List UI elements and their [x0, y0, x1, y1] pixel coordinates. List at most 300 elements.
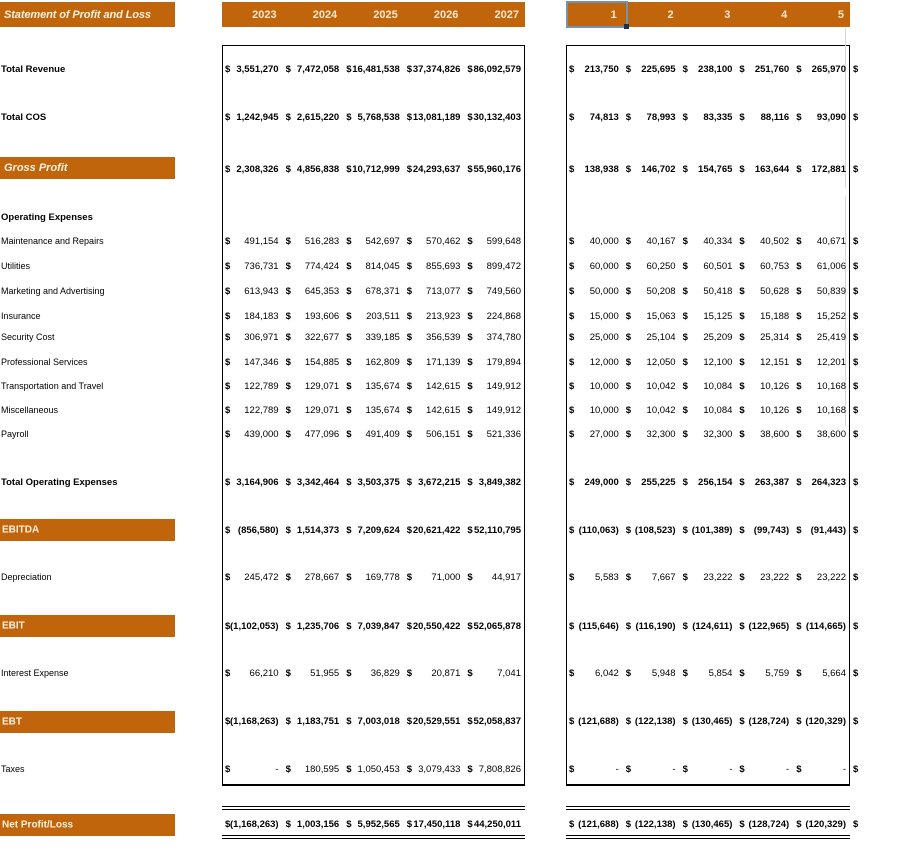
table-cell[interactable] — [404, 405, 465, 417]
cell-value: - — [729, 764, 733, 775]
table-cell-clipped[interactable] — [850, 764, 907, 776]
table-cell[interactable] — [343, 668, 404, 680]
table-cell[interactable] — [566, 668, 623, 680]
table-cell[interactable] — [283, 236, 344, 248]
table-cell[interactable] — [404, 261, 465, 273]
table-cell[interactable] — [793, 64, 850, 76]
cell-value: 20,621,422 — [412, 525, 461, 536]
table-cell[interactable] — [464, 621, 525, 633]
table-cell[interactable] — [623, 236, 680, 248]
currency-symbol: $ — [285, 621, 291, 632]
cell-value: 50,000 — [589, 286, 619, 297]
table-cell[interactable] — [793, 572, 850, 584]
table-cell[interactable] — [222, 668, 283, 680]
table-cell[interactable] — [283, 525, 344, 537]
table-cell[interactable] — [404, 164, 465, 176]
table-cell[interactable] — [222, 764, 283, 776]
table-cell[interactable] — [404, 357, 465, 369]
currency-symbol: $ — [467, 572, 473, 583]
table-cell[interactable] — [736, 164, 793, 176]
table-cell[interactable] — [793, 164, 850, 176]
table-cell[interactable] — [404, 764, 465, 776]
table-cell[interactable] — [623, 572, 680, 584]
currency-symbol: $ — [853, 112, 859, 123]
table-cell[interactable] — [283, 572, 344, 584]
table-cell[interactable] — [623, 429, 680, 441]
table-cell[interactable] — [623, 525, 680, 537]
cell-value: (120,329) — [805, 819, 846, 830]
table-cell[interactable] — [343, 311, 404, 323]
table-cell[interactable] — [680, 764, 737, 776]
table-cell[interactable] — [464, 236, 525, 248]
table-cell[interactable] — [623, 764, 680, 776]
table-cell[interactable] — [404, 621, 465, 633]
table-cell[interactable] — [404, 332, 465, 344]
currency-symbol: $ — [346, 572, 352, 583]
table-cell[interactable] — [404, 477, 465, 489]
cell-value: (116,190) — [635, 621, 676, 632]
cell-value: 599,648 — [486, 236, 521, 247]
row-label-payroll: Payroll — [1, 429, 29, 439]
table-cell[interactable] — [736, 311, 793, 323]
table-cell[interactable] — [222, 477, 283, 489]
table-cell[interactable] — [343, 357, 404, 369]
cell-value: 169,778 — [365, 572, 400, 583]
cell-value: - — [842, 764, 846, 775]
table-cell[interactable] — [464, 668, 525, 680]
currency-symbol: $ — [569, 311, 575, 322]
table-cell[interactable] — [464, 716, 525, 728]
table-cell[interactable] — [404, 525, 465, 537]
cell-value: 521,336 — [486, 429, 521, 440]
table-cell-clipped[interactable] — [850, 429, 907, 441]
table-cell[interactable] — [343, 477, 404, 489]
table-cell[interactable] — [680, 716, 737, 728]
table-cell[interactable] — [222, 311, 283, 323]
table-cell[interactable] — [222, 381, 283, 393]
currency-symbol: $ — [346, 164, 352, 175]
currency-symbol: $ — [739, 357, 745, 368]
table-cell-clipped[interactable] — [850, 64, 907, 76]
table-cell[interactable] — [680, 236, 737, 248]
table-cell[interactable] — [283, 332, 344, 344]
cell-value: 40,000 — [589, 236, 619, 247]
table-cell[interactable] — [793, 477, 850, 489]
table-cell[interactable] — [793, 525, 850, 537]
table-cell[interactable] — [736, 668, 793, 680]
row-label-total-operating-expenses: Total Operating Expenses — [1, 477, 118, 488]
cell-value: 50,418 — [703, 286, 733, 297]
table-cell[interactable] — [222, 286, 283, 298]
currency-symbol: $ — [682, 572, 688, 583]
table-cell[interactable] — [464, 112, 525, 124]
table-cell[interactable] — [566, 164, 623, 176]
table-cell[interactable] — [623, 286, 680, 298]
table-cell[interactable] — [222, 332, 283, 344]
table-cell[interactable] — [736, 764, 793, 776]
cell-value: 814,045 — [365, 261, 400, 272]
table-cell[interactable] — [623, 64, 680, 76]
table-cell[interactable] — [283, 164, 344, 176]
cell-value: 50,208 — [646, 286, 676, 297]
monthly-column-header-1[interactable]: 1 — [610, 8, 617, 21]
table-cell[interactable] — [283, 429, 344, 441]
table-cell[interactable] — [343, 572, 404, 584]
table-cell[interactable] — [566, 716, 623, 728]
cell-value: 5,768,538 — [357, 112, 400, 123]
cell-value: 899,472 — [486, 261, 521, 272]
table-cell[interactable] — [680, 286, 737, 298]
table-cell[interactable] — [736, 112, 793, 124]
cell-value: 3,342,464 — [296, 477, 340, 488]
table-cell[interactable] — [566, 236, 623, 248]
monthly-column-header-4[interactable]: 4 — [781, 8, 788, 21]
cell-value: 278,667 — [304, 572, 340, 583]
table-cell[interactable] — [566, 112, 623, 124]
table-cell[interactable] — [343, 236, 404, 248]
table-cell[interactable] — [680, 164, 737, 176]
table-cell[interactable] — [566, 572, 623, 584]
table-cell[interactable] — [283, 357, 344, 369]
table-cell[interactable] — [343, 525, 404, 537]
currency-symbol: $ — [406, 405, 413, 416]
cell-value: 1,003,156 — [296, 819, 340, 830]
table-cell[interactable] — [566, 311, 623, 323]
table-cell-clipped[interactable] — [850, 261, 907, 273]
table-cell[interactable] — [283, 477, 344, 489]
annual-column-header-2023[interactable]: 2023 — [252, 8, 277, 21]
table-cell[interactable] — [793, 764, 850, 776]
row-label-depreciation: Depreciation — [1, 572, 52, 582]
table-cell[interactable] — [623, 668, 680, 680]
table-cell-clipped[interactable] — [850, 572, 907, 584]
table-cell[interactable] — [343, 716, 404, 728]
table-cell[interactable] — [283, 286, 344, 298]
table-cell[interactable] — [680, 668, 737, 680]
table-cell[interactable] — [222, 716, 283, 728]
table-cell[interactable] — [343, 381, 404, 393]
table-cell-clipped[interactable] — [850, 405, 907, 417]
table-cell[interactable] — [464, 381, 525, 393]
table-cell[interactable] — [623, 716, 680, 728]
table-cell[interactable] — [566, 525, 623, 537]
table-cell[interactable] — [464, 357, 525, 369]
table-cell[interactable] — [793, 621, 850, 633]
cell-value: 477,096 — [304, 429, 340, 440]
table-cell[interactable] — [343, 764, 404, 776]
table-cell[interactable] — [793, 236, 850, 248]
annual-column-header-2026[interactable]: 2026 — [433, 8, 459, 21]
table-cell[interactable] — [566, 477, 623, 489]
monthly-column-header-2[interactable]: 2 — [667, 8, 674, 21]
cell-value: 1,514,373 — [296, 525, 340, 536]
cell-value: 264,323 — [811, 477, 846, 488]
table-cell[interactable] — [343, 164, 404, 176]
table-cell[interactable] — [793, 311, 850, 323]
table-cell-clipped[interactable] — [850, 477, 907, 489]
table-cell[interactable] — [793, 381, 850, 393]
table-cell[interactable] — [464, 311, 525, 323]
row-label-bar-ebit — [0, 615, 175, 637]
table-cell[interactable] — [222, 429, 283, 441]
table-cell[interactable] — [793, 286, 850, 298]
table-cell-clipped[interactable] — [850, 164, 907, 176]
currency-symbol: $ — [467, 477, 473, 488]
table-cell[interactable] — [566, 64, 623, 76]
table-cell[interactable] — [680, 572, 737, 584]
table-cell[interactable] — [343, 64, 404, 76]
table-cell[interactable] — [736, 429, 793, 441]
table-cell[interactable] — [623, 621, 680, 633]
cell-value: 263,387 — [754, 477, 790, 488]
table-cell[interactable] — [464, 164, 525, 176]
annual-column-header-band — [222, 2, 525, 27]
table-cell[interactable] — [222, 405, 283, 417]
table-cell[interactable] — [343, 261, 404, 273]
table-cell[interactable] — [680, 429, 737, 441]
cell-value: 1,183,751 — [296, 716, 340, 727]
table-cell[interactable] — [464, 405, 525, 417]
table-cell[interactable] — [283, 261, 344, 273]
table-cell[interactable] — [566, 332, 623, 344]
currency-symbol: $ — [739, 716, 745, 727]
table-cell[interactable] — [623, 112, 680, 124]
table-cell[interactable] — [623, 381, 680, 393]
table-cell[interactable] — [566, 357, 623, 369]
currency-symbol: $ — [739, 261, 745, 272]
table-cell[interactable] — [793, 668, 850, 680]
table-cell[interactable] — [680, 381, 737, 393]
cell-value: (99,743) — [753, 525, 790, 536]
table-cell[interactable] — [404, 572, 465, 584]
table-cell[interactable] — [736, 716, 793, 728]
table-cell[interactable] — [736, 477, 793, 489]
table-cell[interactable] — [404, 429, 465, 441]
cell-value: 1,235,706 — [296, 621, 340, 632]
table-cell[interactable] — [404, 668, 465, 680]
table-cell[interactable] — [464, 332, 525, 344]
table-cell-clipped[interactable] — [850, 357, 907, 369]
table-cell[interactable] — [680, 64, 737, 76]
cell-value: 149,912 — [486, 405, 521, 416]
cell-value: 122,789 — [244, 381, 279, 392]
currency-symbol: $ — [406, 429, 413, 440]
table-cell[interactable] — [222, 572, 283, 584]
table-cell[interactable] — [464, 261, 525, 273]
monthly-column-header-5[interactable]: 5 — [837, 8, 844, 21]
table-cell[interactable] — [283, 621, 344, 633]
currency-symbol: $ — [346, 621, 352, 632]
table-cell[interactable] — [793, 405, 850, 417]
table-cell[interactable] — [623, 405, 680, 417]
selected-cell-cursor[interactable] — [566, 1, 628, 28]
table-cell[interactable] — [343, 286, 404, 298]
table-cell[interactable] — [623, 164, 680, 176]
currency-symbol: $ — [467, 764, 473, 775]
currency-symbol: $ — [406, 668, 413, 679]
table-cell[interactable] — [623, 477, 680, 489]
table-cell[interactable] — [680, 357, 737, 369]
table-cell[interactable] — [623, 311, 680, 323]
table-cell[interactable] — [283, 405, 344, 417]
currency-symbol: $ — [406, 286, 413, 297]
table-cell[interactable] — [736, 572, 793, 584]
table-cell[interactable] — [793, 261, 850, 273]
table-cell[interactable] — [464, 429, 525, 441]
table-cell[interactable] — [222, 525, 283, 537]
table-cell[interactable] — [736, 332, 793, 344]
table-cell-clipped[interactable] — [850, 332, 907, 344]
table-cell-clipped[interactable] — [850, 381, 907, 393]
table-cell[interactable] — [222, 261, 283, 273]
table-cell[interactable] — [566, 429, 623, 441]
table-cell[interactable] — [623, 332, 680, 344]
currency-symbol: $ — [682, 112, 688, 123]
table-cell[interactable] — [736, 236, 793, 248]
table-cell[interactable] — [736, 525, 793, 537]
table-cell[interactable] — [222, 112, 283, 124]
table-cell[interactable] — [283, 381, 344, 393]
table-cell[interactable] — [222, 236, 283, 248]
table-cell[interactable] — [464, 477, 525, 489]
table-cell[interactable] — [680, 311, 737, 323]
monthly-column-header-3[interactable]: 3 — [724, 8, 731, 21]
table-cell[interactable] — [793, 112, 850, 124]
cell-value: 322,677 — [304, 332, 340, 343]
currency-symbol: $ — [467, 716, 473, 727]
table-cell[interactable] — [566, 621, 623, 633]
table-cell[interactable] — [343, 405, 404, 417]
annual-column-header-2025[interactable]: 2025 — [373, 8, 398, 21]
table-cell[interactable] — [736, 357, 793, 369]
cell-value: 163,644 — [754, 164, 790, 175]
table-cell-clipped[interactable] — [850, 525, 907, 537]
table-cell[interactable] — [793, 716, 850, 728]
table-cell-clipped[interactable] — [850, 112, 907, 124]
table-cell[interactable] — [680, 112, 737, 124]
currency-symbol: $ — [467, 525, 473, 536]
currency-symbol: $ — [346, 112, 352, 123]
table-cell[interactable] — [736, 286, 793, 298]
table-cell[interactable] — [343, 332, 404, 344]
table-cell[interactable] — [680, 477, 737, 489]
table-cell[interactable] — [343, 112, 404, 124]
table-cell[interactable] — [222, 164, 283, 176]
table-cell[interactable] — [343, 621, 404, 633]
table-cell[interactable] — [283, 311, 344, 323]
table-cell[interactable] — [680, 525, 737, 537]
annual-column-header-2024[interactable]: 2024 — [312, 8, 338, 21]
table-cell[interactable] — [404, 311, 465, 323]
table-cell[interactable] — [566, 286, 623, 298]
table-cell[interactable] — [623, 261, 680, 273]
currency-symbol: $ — [853, 525, 859, 536]
currency-symbol: $ — [853, 164, 859, 175]
table-cell[interactable] — [404, 286, 465, 298]
currency-symbol: $ — [796, 332, 802, 343]
table-cell[interactable] — [623, 357, 680, 369]
table-cell[interactable] — [566, 261, 623, 273]
table-cell[interactable] — [566, 405, 623, 417]
currency-symbol: $ — [285, 716, 291, 727]
table-cell[interactable] — [283, 112, 344, 124]
annual-column-header-2027[interactable]: 2027 — [494, 8, 519, 21]
table-cell[interactable] — [464, 64, 525, 76]
cell-value: 179,894 — [486, 357, 521, 368]
table-cell[interactable] — [222, 621, 283, 633]
table-cell-clipped[interactable] — [850, 286, 907, 298]
cell-value: 12,050 — [646, 357, 676, 368]
table-cell[interactable] — [464, 286, 525, 298]
table-cell-clipped[interactable] — [850, 716, 907, 728]
table-cell[interactable] — [464, 572, 525, 584]
table-cell[interactable] — [793, 332, 850, 344]
table-cell[interactable] — [464, 525, 525, 537]
table-cell-clipped[interactable] — [850, 668, 907, 680]
table-cell-clipped[interactable] — [850, 819, 907, 831]
table-cell-clipped[interactable] — [850, 311, 907, 323]
table-cell[interactable] — [680, 405, 737, 417]
cell-value: 154,885 — [304, 357, 340, 368]
cell-value: 855,693 — [426, 261, 461, 272]
table-cell[interactable] — [736, 381, 793, 393]
table-cell[interactable] — [222, 357, 283, 369]
table-cell[interactable] — [793, 429, 850, 441]
cell-value: - — [275, 764, 279, 775]
table-cell[interactable] — [404, 236, 465, 248]
currency-symbol: $ — [739, 819, 745, 830]
cell-value: 52,058,837 — [473, 716, 521, 727]
table-cell[interactable] — [680, 621, 737, 633]
currency-symbol: $ — [467, 64, 473, 75]
cell-value: 13,081,189 — [412, 112, 461, 123]
table-cell[interactable] — [404, 716, 465, 728]
cell-value: 51,955 — [310, 668, 340, 679]
table-cell[interactable] — [283, 716, 344, 728]
table-cell[interactable] — [283, 764, 344, 776]
table-cell[interactable] — [222, 64, 283, 76]
row-label-utilities: Utilities — [1, 261, 31, 271]
currency-symbol: $ — [467, 311, 473, 322]
table-cell[interactable] — [680, 332, 737, 344]
currency-symbol: $ — [346, 64, 352, 75]
table-cell[interactable] — [343, 429, 404, 441]
table-cell[interactable] — [283, 64, 344, 76]
table-cell[interactable] — [736, 405, 793, 417]
cell-value: 88,116 — [760, 112, 790, 123]
currency-symbol: $ — [569, 764, 575, 775]
table-cell[interactable] — [736, 64, 793, 76]
table-cell[interactable] — [680, 261, 737, 273]
table-cell[interactable] — [736, 621, 793, 633]
table-cell-clipped[interactable] — [850, 621, 907, 633]
currency-symbol: $ — [739, 286, 745, 297]
cell-value: 12,000 — [589, 357, 619, 368]
table-cell-clipped[interactable] — [850, 236, 907, 248]
table-cell[interactable] — [464, 764, 525, 776]
cell-value: 12,100 — [703, 357, 733, 368]
table-cell[interactable] — [736, 261, 793, 273]
cell-value: 3,079,433 — [418, 764, 461, 775]
table-cell[interactable] — [404, 64, 465, 76]
table-cell[interactable] — [566, 764, 623, 776]
table-cell[interactable] — [793, 357, 850, 369]
currency-symbol: $ — [625, 357, 632, 368]
table-cell[interactable] — [566, 381, 623, 393]
table-cell[interactable] — [404, 381, 465, 393]
table-cell[interactable] — [404, 112, 465, 124]
table-cell[interactable] — [283, 668, 344, 680]
